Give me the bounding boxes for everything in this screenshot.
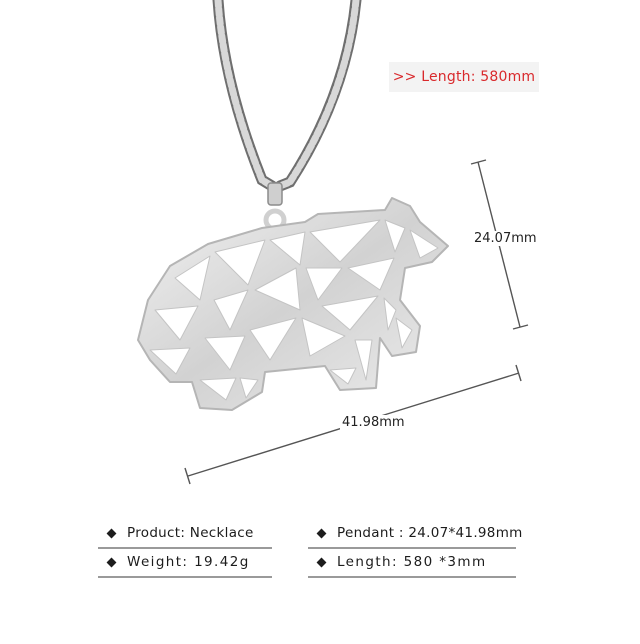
length-tag: >> Length: 580mm: [389, 62, 539, 92]
bear-pendant-icon: [138, 198, 448, 410]
chain-icon: [218, 0, 356, 229]
spec-product: [98, 519, 272, 549]
spec-pendant-label: Pendant : 24.07*41.98mm: [337, 525, 523, 541]
diamond-bullet-icon: [107, 557, 117, 567]
spec-weight: [98, 548, 272, 578]
spec-pendant: [308, 519, 523, 549]
diamond-bullet-icon: [317, 528, 327, 538]
diamond-bullet-icon: [317, 557, 327, 567]
spec-length: [308, 548, 516, 578]
height-dimension-label: 24.07mm: [474, 231, 537, 246]
spec-length-label: Length: 580 *3mm: [337, 554, 487, 570]
width-dimension-label: 41.98mm: [342, 415, 405, 430]
spec-product-label: Product: Necklace: [127, 525, 254, 541]
spec-weight-label: Weight: 19.42g: [127, 554, 250, 570]
diamond-bullet-icon: [107, 528, 117, 538]
